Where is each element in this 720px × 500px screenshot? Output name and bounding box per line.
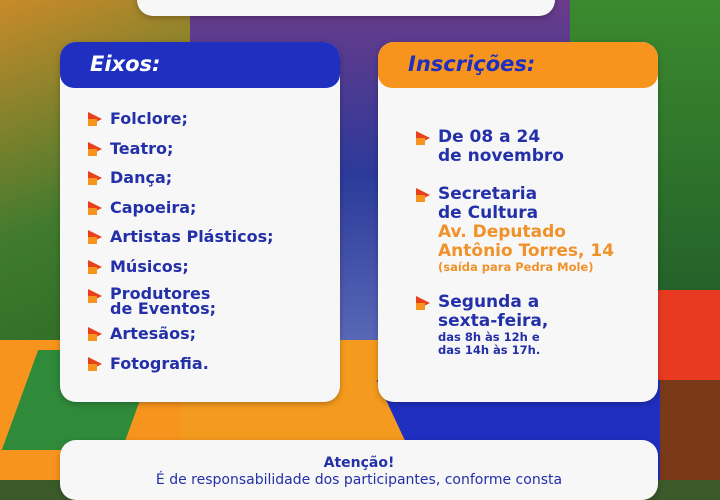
- inscricoes-list: [416, 128, 614, 376]
- flag-icon: [416, 131, 430, 145]
- atencao-card: [60, 440, 658, 500]
- flag-icon: [88, 289, 102, 303]
- list-item: Fotografia.: [88, 354, 274, 384]
- flag-icon: [88, 230, 102, 244]
- list-item: Dança;: [88, 168, 274, 198]
- schedule-item: Segunda a sexta-feira, das 8h às 12h e das 14h às 17h.: [416, 293, 614, 357]
- flag-icon: [88, 201, 102, 215]
- list-item: Produtores de Eventos;: [88, 286, 238, 324]
- list-item: Folclore;: [88, 109, 274, 139]
- list-item: Músicos;: [88, 257, 274, 287]
- eixos-card: [60, 42, 340, 402]
- list-item: Artesãos;: [88, 324, 274, 354]
- flag-icon: [88, 142, 102, 156]
- flag-icon: [88, 357, 102, 371]
- flag-icon: [88, 171, 102, 185]
- inscricoes-card: [378, 42, 658, 402]
- flag-icon: [88, 112, 102, 126]
- atencao-title: Atenção!: [323, 455, 395, 471]
- location-item: Secretaria de Cultura Av. Deputado Antônio Torres, 14 (saída para Pedra Mole): [416, 185, 614, 274]
- top-card: [137, 0, 555, 16]
- list-item: Teatro;: [88, 139, 274, 169]
- flag-icon: [88, 327, 102, 341]
- eixos-list: [88, 109, 274, 383]
- list-item: Artistas Plásticos;: [88, 227, 274, 257]
- atencao-text: É de responsabilidade dos participantes, conforme consta: [155, 472, 563, 488]
- flag-icon: [416, 188, 430, 202]
- list-item: Capoeira;: [88, 198, 274, 228]
- eixos-title: Eixos:: [60, 42, 340, 88]
- flag-icon: [416, 296, 430, 310]
- flag-icon: [88, 260, 102, 274]
- inscricoes-title: Inscrições:: [378, 42, 658, 88]
- period-item: De 08 a 24 de novembro: [416, 128, 614, 166]
